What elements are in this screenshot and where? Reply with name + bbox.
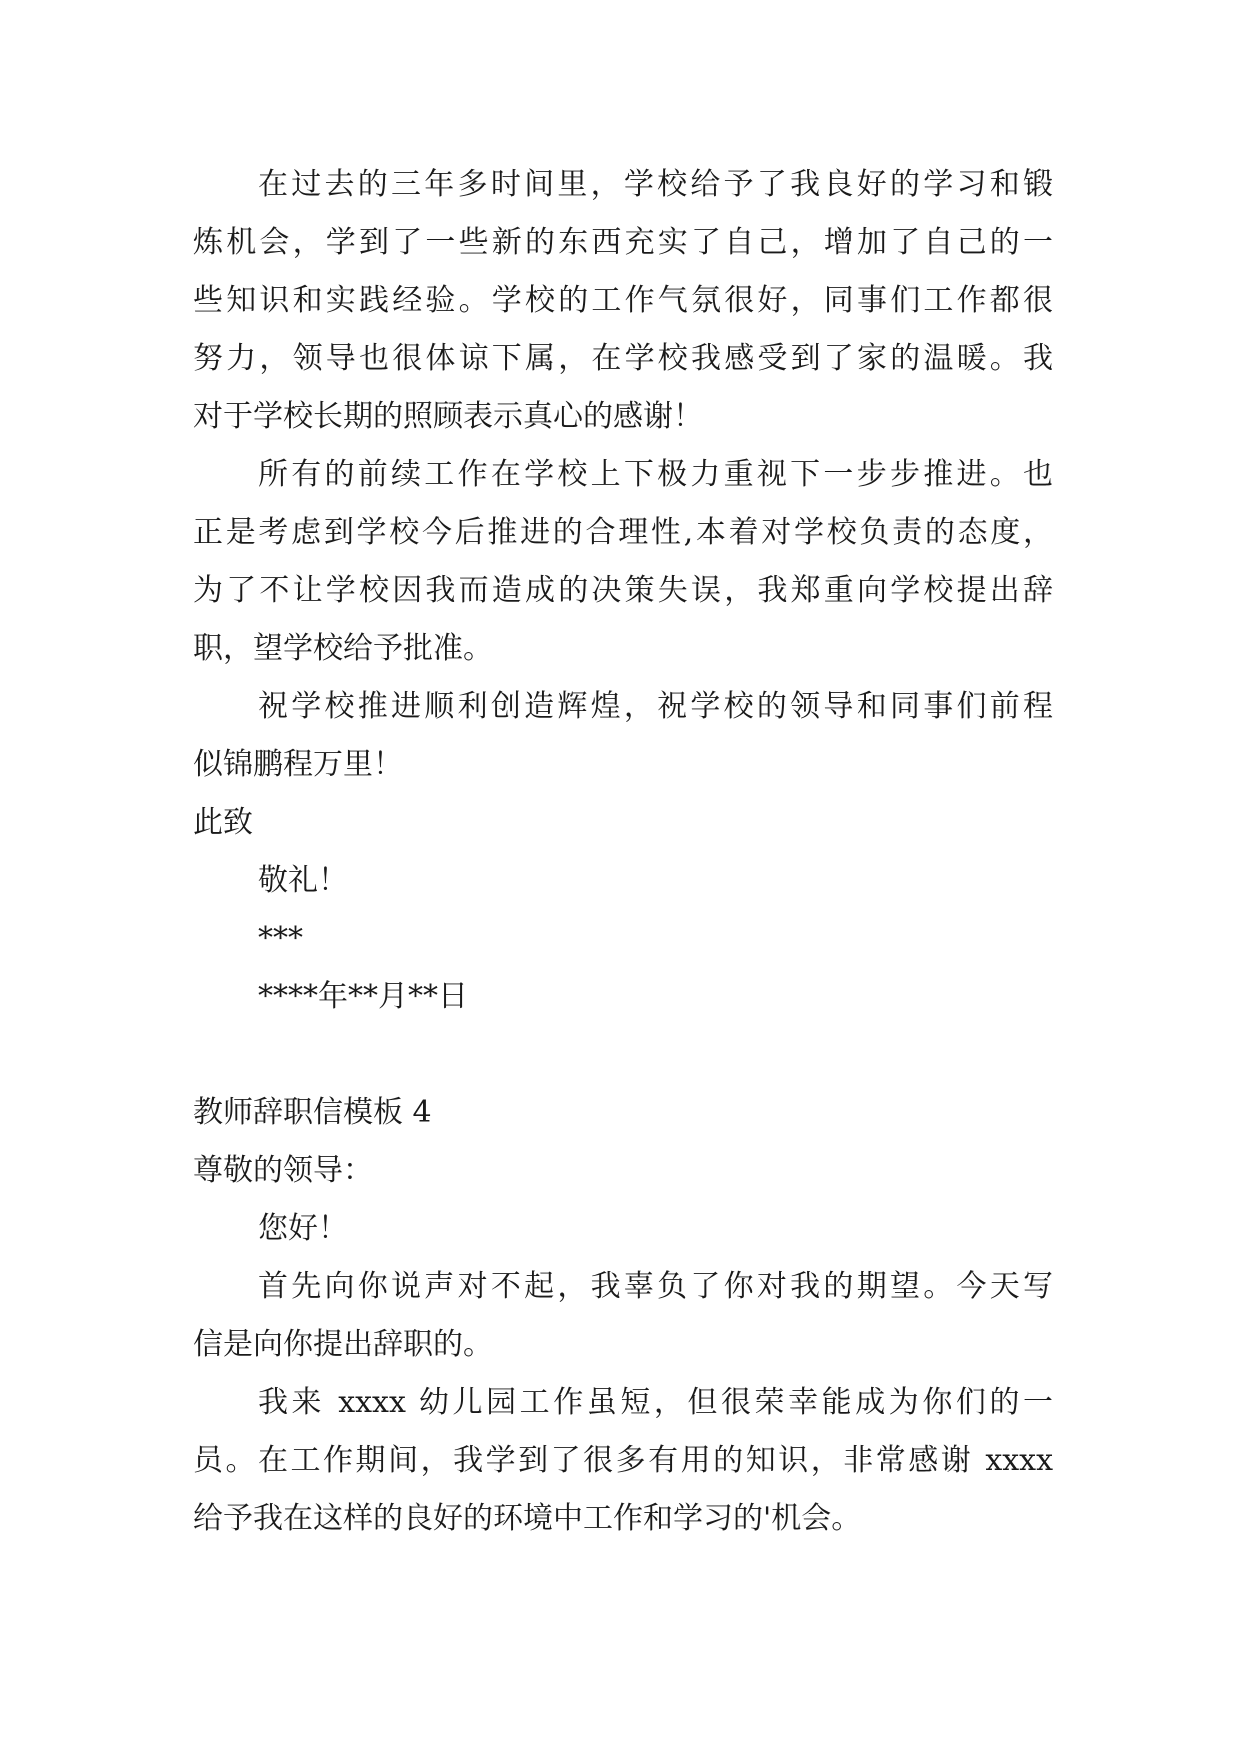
paragraph-line: 职，望学校给予批准。 — [193, 631, 493, 666]
closing-phrase: 此致 — [193, 805, 253, 840]
paragraph-line: 对于学校长期的照顾表示真心的感谢！ — [193, 399, 703, 434]
paragraph-line: 给予我在这样的良好的环境中工作和学习的'机会。 — [193, 1501, 862, 1536]
paragraph-line: 些知识和实践经验。学校的工作气氛很好，同事们工作都很 — [193, 283, 1053, 318]
paragraph-line: 我来 xxxx 幼儿园工作虽短，但很荣幸能成为你们的一 — [258, 1385, 1053, 1420]
greeting-hello: 您好！ — [258, 1211, 348, 1246]
paragraph-line: 信是向你提出辞职的。 — [193, 1327, 493, 1362]
paragraph-line: 所有的前续工作在学校上下极力重视下一步步推进。也 — [258, 457, 1053, 492]
paragraph-line: 努力，领导也很体谅下属，在学校我感受到了家的温暖。我 — [193, 341, 1053, 376]
paragraph-line: 在过去的三年多时间里，学校给予了我良好的学习和锻 — [258, 167, 1053, 202]
signature: *** — [258, 921, 303, 956]
paragraph-line: 祝学校推进顺利创造辉煌，祝学校的领导和同事们前程 — [258, 689, 1053, 724]
paragraph-line: 员。在工作期间，我学到了很多有用的知识，非常感谢 xxxx — [193, 1443, 1053, 1478]
salutation-close: 敬礼！ — [258, 863, 348, 898]
paragraph-line: 正是考虑到学校今后推进的合理性,本着对学校负责的态度， — [193, 515, 1053, 550]
paragraph-line: 似锦鹏程万里！ — [193, 747, 403, 782]
paragraph-line: 首先向你说声对不起，我辜负了你对我的期望。今天写 — [258, 1269, 1053, 1304]
paragraph-line: 炼机会，学到了一些新的东西充实了自己，增加了自己的一 — [193, 225, 1053, 260]
paragraph-line: 为了不让学校因我而造成的决策失误，我郑重向学校提出辞 — [193, 573, 1053, 608]
section-title: 教师辞职信模板 4 — [193, 1095, 432, 1130]
date-line: ****年**月**日 — [258, 979, 468, 1014]
greeting: 尊敬的领导： — [193, 1153, 373, 1188]
